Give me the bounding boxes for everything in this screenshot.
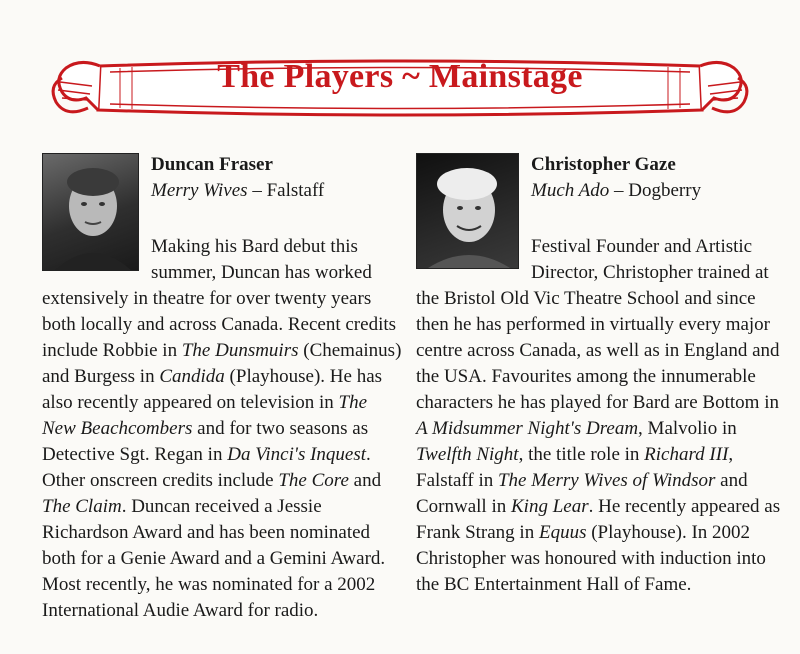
- bio-text: and Cornwall in: [416, 470, 748, 517]
- player-card-christopher-gaze: [416, 152, 788, 598]
- bio-text: . Duncan received a Jessie Richardson Award and has been nominated both for a Genie Award and a Gemini Award. Most recently, he was nominated for a 2002 International Audie Award for radio.: [42, 496, 386, 621]
- work-title: Da Vinci's Inquest: [227, 444, 367, 465]
- character-name: Falstaff: [266, 180, 325, 201]
- bio-text: . Other onscreen credits include: [42, 444, 371, 491]
- work-title: The New Beachcombers: [42, 392, 368, 439]
- work-title: Richard III: [644, 444, 729, 465]
- player-card-duncan-fraser: [42, 152, 402, 624]
- portrait-icon: [43, 154, 139, 271]
- work-title: King Lear: [511, 496, 589, 517]
- player-name: Duncan Fraser: [151, 154, 273, 175]
- work-title: The Merry Wives of Windsor: [497, 470, 716, 491]
- bio-text: and for two seasons as Detective Sgt. Regan in: [42, 418, 369, 465]
- player-photo-duncan-fraser: [42, 153, 139, 271]
- work-title: The Core: [278, 470, 349, 491]
- play-title: Much Ado: [531, 180, 610, 201]
- bio-text: (Playhouse). In 2002 Christopher was honoured with induction into the BC Entertainment Hall of Fame.: [416, 522, 766, 595]
- player-photo-christopher-gaze: [416, 153, 519, 269]
- character-name: Dogberry: [628, 180, 702, 201]
- page-title: The Players ~ Mainstage: [217, 58, 583, 95]
- player-name: Christopher Gaze: [531, 154, 676, 175]
- bio-text: Making his Bard debut this summer, Duncan has worked extensively in theatre for over twenty years both locally and across Canada. Recent credits include Robbie in: [42, 236, 397, 361]
- work-title: A Midsummer Night's Dream: [416, 418, 639, 439]
- bio-text: (Chemainus) and Burgess in: [42, 340, 402, 387]
- work-title: The Claim: [42, 496, 122, 517]
- title-banner: [40, 38, 760, 138]
- play-title: Merry Wives: [151, 180, 248, 201]
- work-title: The Dunsmuirs: [181, 340, 299, 361]
- work-title: Twelfth Night: [416, 444, 519, 465]
- portrait-icon: [417, 154, 519, 269]
- player-bio: [416, 234, 788, 598]
- player-bio: [42, 234, 402, 624]
- bio-text: , Malvolio in: [638, 418, 737, 439]
- bio-text: and: [348, 470, 382, 491]
- player-role: Merry Wives – Falstaff: [151, 180, 325, 201]
- player-role: Much Ado – Dogberry: [531, 180, 702, 201]
- work-title: Equus: [538, 522, 587, 543]
- bio-text: . He recently appeared as Frank Strang in: [416, 496, 781, 543]
- work-title: Candida: [159, 366, 225, 387]
- bio-text: , Falstaff in: [416, 444, 734, 491]
- bio-text: , the title role in: [518, 444, 645, 465]
- bio-text: (Playhouse). He has also recently appeared on television in: [42, 366, 383, 413]
- bio-text: Festival Founder and Artistic Director, Christopher trained at the Bristol Old Vic Theatre School and since then he has performed in virtually every major centre across Canada, as well as in England and the USA. Favourites among the innumerable characters he has played for Bard are Bottom in: [416, 236, 780, 413]
